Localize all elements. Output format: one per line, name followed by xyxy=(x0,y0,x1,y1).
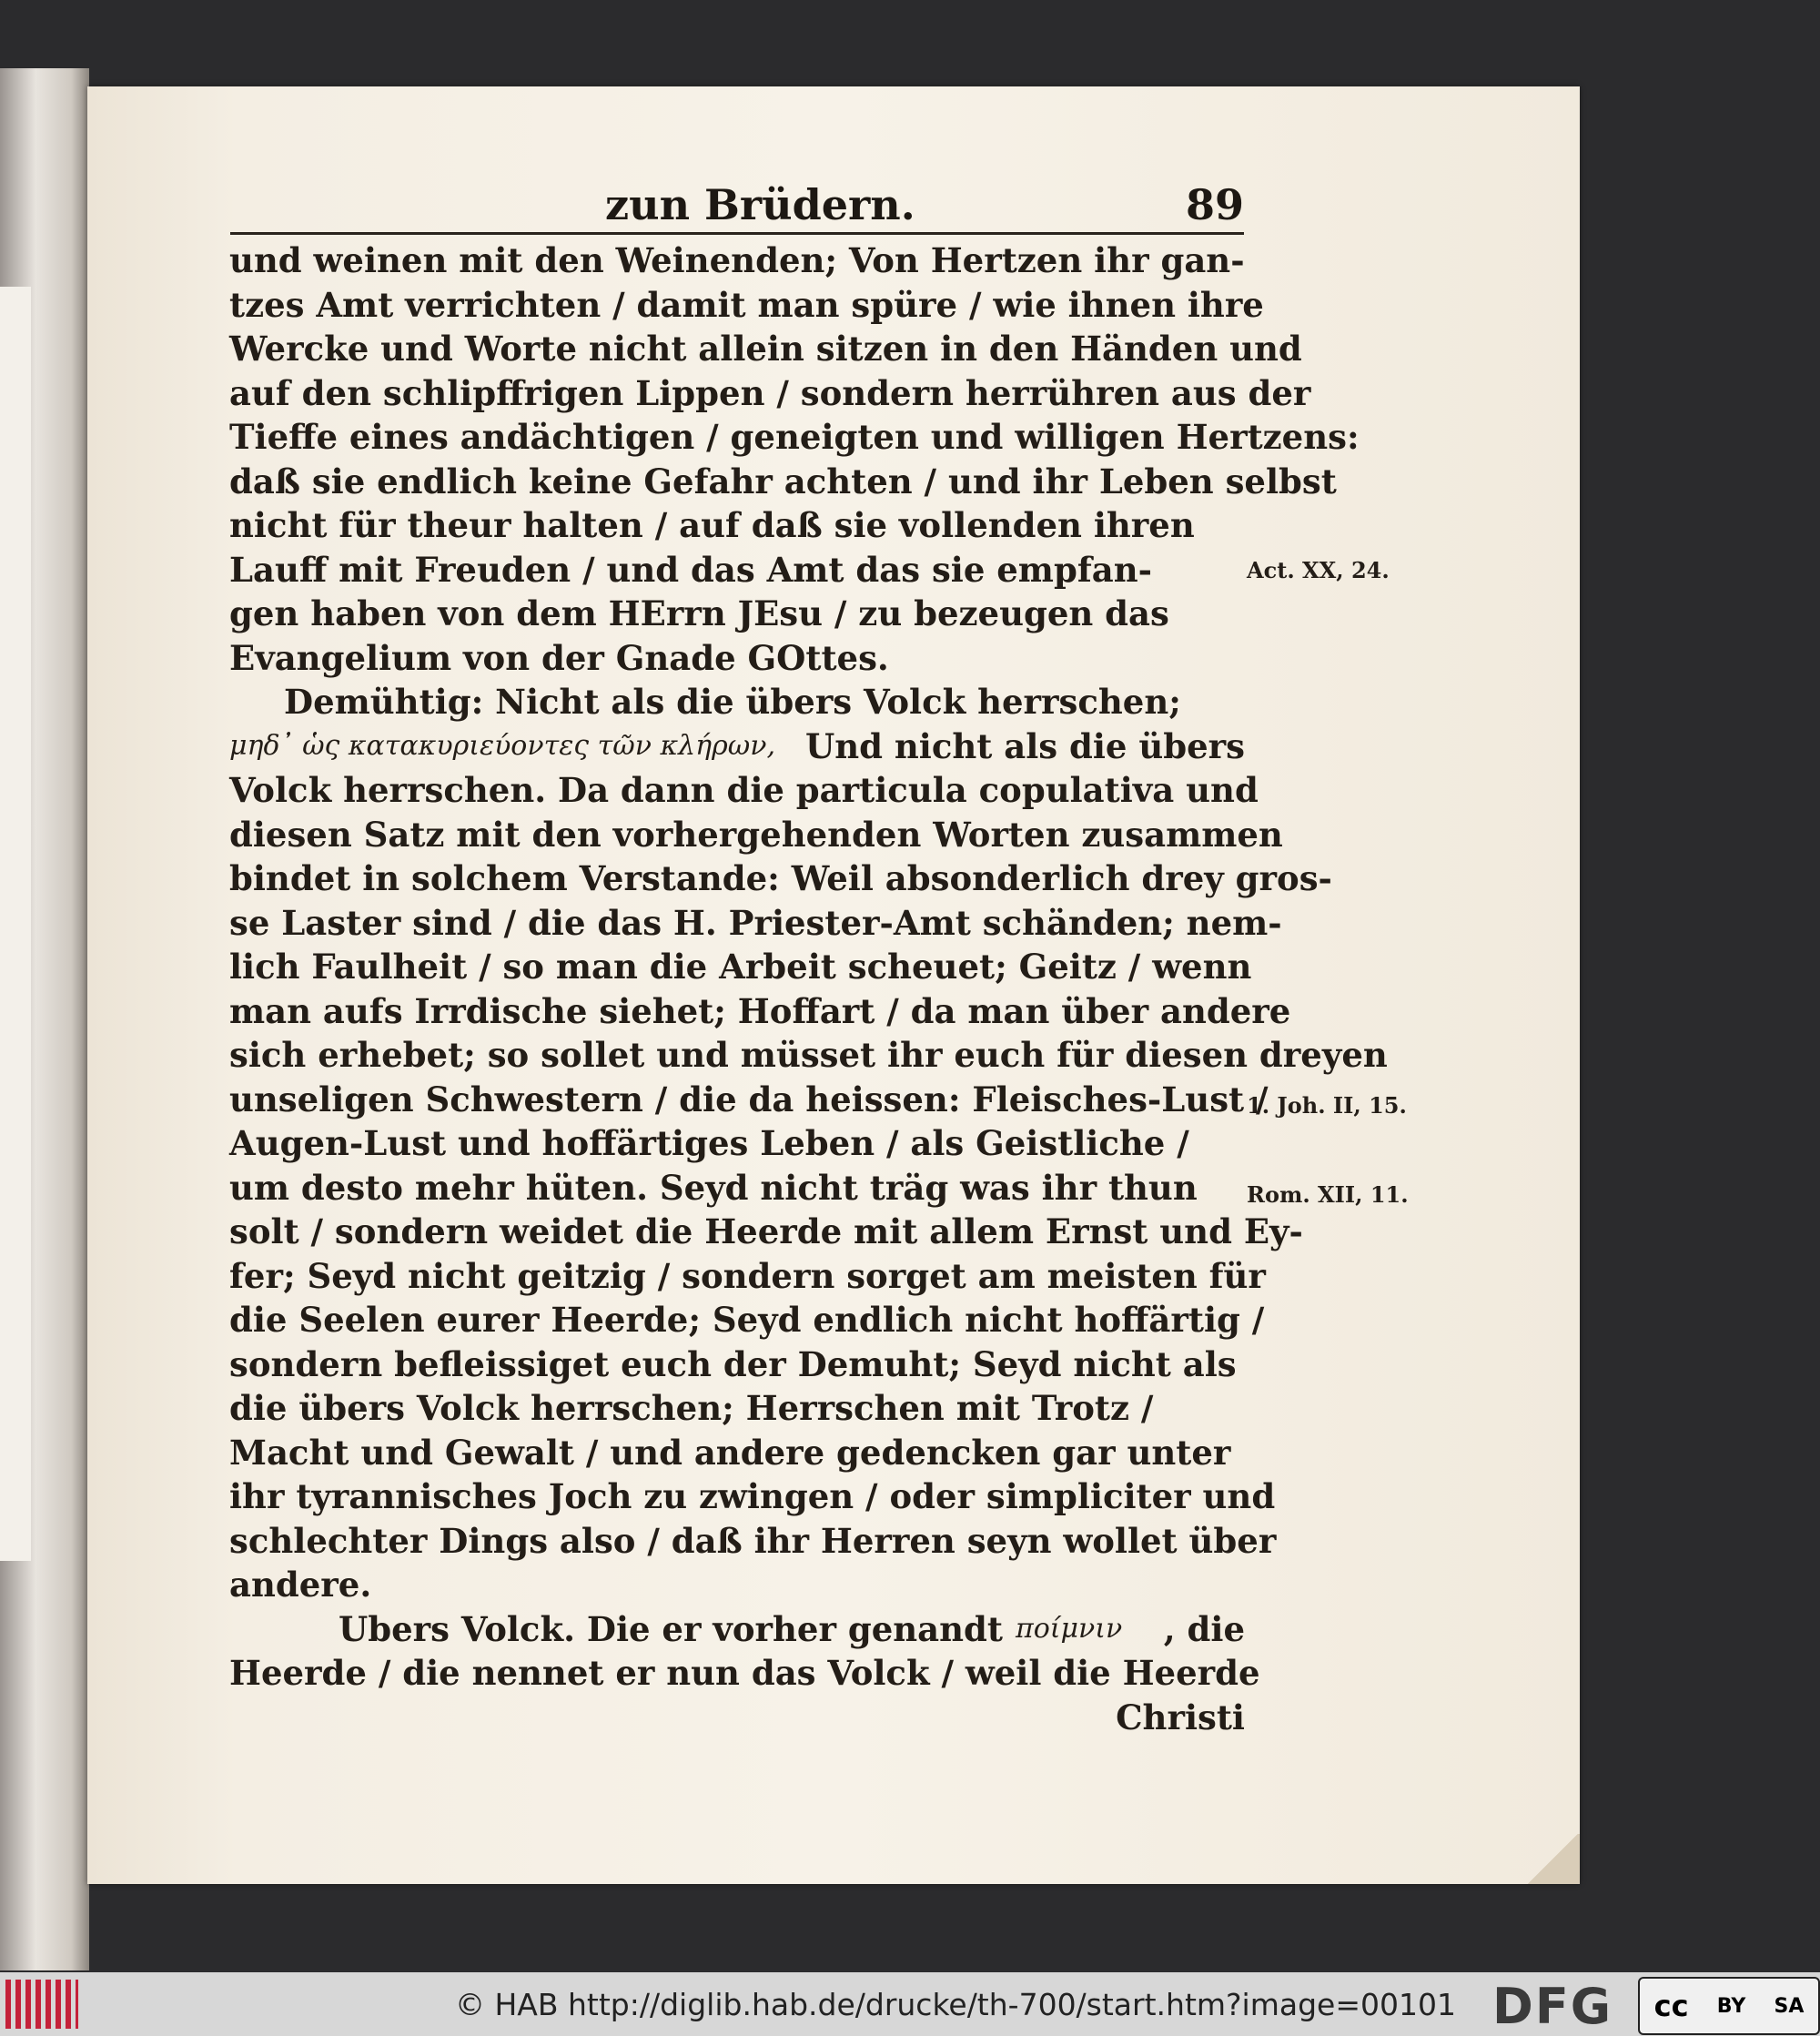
text-line: diesen Satz mit den vorhergehenden Worten zusammen xyxy=(229,814,1283,855)
text-line: man aufs Irrdische siehet; Hoffart / da man über andere xyxy=(229,990,1291,1031)
cc-license-badge[interactable] xyxy=(1638,1977,1820,2035)
text-line: tzes Amt verrichten / damit man spüre / wie ihnen ihre xyxy=(229,284,1264,325)
text-line: gen haben von dem HErrn JEsu / zu bezeugen das xyxy=(229,593,1169,633)
adjacent-page-strip xyxy=(0,287,31,1561)
text-line: sondern befleissiget euch der Demuht; Seyd nicht als xyxy=(229,1343,1237,1384)
text-line: und weinen mit den Weinenden; Von Hertzen ihr gan- xyxy=(229,240,1245,280)
text-line: bindet in solchem Verstande: Weil absonderlich drey gros- xyxy=(229,858,1332,898)
text-line: die übers Volck herrschen; Herrschen mit Trotz / xyxy=(229,1388,1154,1428)
header-rule xyxy=(230,232,1244,235)
margin-note-rom: Rom. XII, 11. xyxy=(1247,1181,1409,1208)
page-number: 89 xyxy=(1185,180,1244,229)
text-line: Augen-Lust und hoffärtiges Leben / als Geistliche / xyxy=(229,1123,1189,1163)
text-line: Tieffe eines andächtigen / geneigten und willigen Hertzens: xyxy=(229,417,1360,457)
text-line: schlechter Dings also / daß ihr Herren seyn wollet über xyxy=(229,1520,1277,1561)
running-head: zun Brüdern. xyxy=(605,180,915,229)
text-line: lich Faulheit / so man die Arbeit scheuet; Geitz / wenn xyxy=(229,947,1252,987)
footer-bar xyxy=(0,1972,1820,2036)
by-icon: BY xyxy=(1716,1994,1746,2018)
text-line: se Laster sind / die das H. Priester-Amt schänden; nem- xyxy=(229,902,1282,943)
margin-note-john: 1. Joh. II, 15. xyxy=(1247,1092,1407,1119)
text-line: nicht für theur halten / auf daß sie vollenden ihren xyxy=(229,505,1195,545)
text-line: Volck herrschen. Da dann die particula copulativa und xyxy=(229,770,1259,810)
greek-quote: μηδ᾽ ὡς κατακυριεύοντες τῶν κλήρων, xyxy=(229,729,775,762)
catchword: Christi xyxy=(1116,1697,1245,1737)
text-line: Demühtig: Nicht als die übers Volck herrschen; xyxy=(284,682,1181,722)
hab-logo-icon xyxy=(5,1980,78,2029)
text-line: Heerde / die nennet er nun das Volck / weil die Heerde xyxy=(229,1653,1260,1693)
text-line: Wercke und Worte nicht allein sitzen in den Händen und xyxy=(229,329,1302,369)
text-line: um desto mehr hüten. Seyd nicht träg was ihr thun xyxy=(229,1167,1198,1208)
text-line-greek: Ubers Volck. Die er vorher genandt ποίμνιν , die xyxy=(229,1607,1245,1652)
adjacent-page-edge xyxy=(0,68,89,1970)
dfg-logo: DFG xyxy=(1492,1978,1613,2035)
text-line: sich erhebet; so sollet und müsset ihr euch für diesen dreyen xyxy=(229,1035,1388,1075)
sa-icon: SA xyxy=(1774,1994,1805,2018)
text-line: unseligen Schwestern / die da heissen: Fleisches-Lust / xyxy=(229,1079,1269,1119)
page-corner xyxy=(1525,1834,1580,1884)
source-url[interactable]: © HAB http://diglib.hab.de/drucke/th-700/start.htm?image=00101 xyxy=(455,1987,1456,2022)
cc-icon: cc xyxy=(1653,1989,1689,2023)
text-line: andere. xyxy=(229,1565,372,1605)
text-line: Evangelium von der Gnade GOttes. xyxy=(229,637,889,678)
page-header xyxy=(232,180,1244,231)
greek-word: ποίμνιν xyxy=(1015,1612,1123,1645)
text-line: auf den schlipffrigen Lippen / sondern herrühren aus der xyxy=(229,372,1311,413)
text-line: solt / sondern weidet die Heerde mit allem Ernst und Ey- xyxy=(229,1211,1303,1251)
margin-note-acts: Act. XX, 24. xyxy=(1247,557,1390,583)
text-line: ihr tyrannisches Joch zu zwingen / oder simpliciter und xyxy=(229,1476,1276,1516)
text-line: die Seelen eurer Heerde; Seyd endlich nicht hoffärtig / xyxy=(229,1300,1265,1340)
text-line-greek: μηδ᾽ ὡς κατακυριεύοντες τῶν κλήρων, Und nicht als die übers xyxy=(229,724,1245,769)
text-line: Lauff mit Freuden / und das Amt das sie empfan- xyxy=(229,549,1152,590)
text-line: daß sie endlich keine Gefahr achten / und ihr Leben selbst xyxy=(229,461,1337,501)
text-line: fer; Seyd nicht geitzig / sondern sorget am meisten für xyxy=(229,1255,1266,1296)
text-line: Macht und Gewalt / und andere gedencken gar unter xyxy=(229,1432,1231,1473)
